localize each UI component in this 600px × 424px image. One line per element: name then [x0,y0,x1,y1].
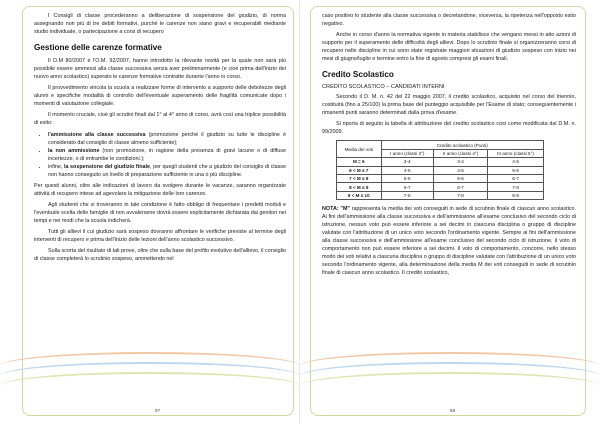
table-cell: 3-4 [433,158,487,166]
table-cell: 5-6 [433,174,487,182]
decorative-wave [0,372,300,400]
table-cell: 8 < M ≤ 9 [337,183,382,191]
table-cell: 7-8 [381,191,433,199]
section-subtitle: CREDITO SCOLASTICO – CANDIDATI INTERNI [322,84,445,91]
table-cell: 6 < M ≤ 7 [337,166,382,174]
table-cell: M = 6 [337,158,382,166]
table-cell: 5-6 [381,174,433,182]
table-cell: 7 < M ≤ 8 [337,174,382,182]
page-number: 57 [155,408,161,413]
table-cell: 6-7 [381,183,433,191]
table-cell: 4-5 [433,166,487,174]
table-cell: 3-4 [381,158,433,166]
list-item: • l'ammissione alla classe successiva (promozione perché il giudizio su tutte le discipline è considerato dal consiglio di classe almeno sufficiente); [48,131,286,147]
right-page [300,0,600,424]
paragraph: Anche in corso d'anno la normativa vigente in materia stabilisce che vengano messi in atto azioni di supporto per il superamento delle difficoltà degli allievi. Dopo lo scrutinio finale si organizzeranno corsi di recupero nelle discipline in cui sono state registrate maggiori situazioni di giudizio sospeso con inizio nei mesi di giugno/luglio e termine entro la fine di agosto compresi gli esami finali. [322,32,576,63]
table-cell: 7-8 [488,183,544,191]
table-cell: 8-9 [488,191,544,199]
table-cell: 7-8 [433,191,487,199]
note-label: NOTA: "M" [322,206,350,213]
page-number: 58 [450,408,456,413]
table-header: Credito scolastico (Punti) [381,141,543,149]
paragraph: Il provvedimento vincola la scuola a realizzare forme di intervento a supporto delle debolezze degli alunni e specifiche modalità di controllo dell'eventuale superamento delle fragilità comunicate dopo i momenti di valutazione collegiale. [34,85,286,108]
paragraph: Il D.M 80/2007 e l'O.M. 92/2007, hanno introdotto la rilevante novità per la quale non sarà più possibile essere ammessi alla classe successiva senza aver preliminarmente (e cioè prima dell'inizio del nuovo anno scolastico) superato le carenze formative contratte durante l'anno in corso. [34,58,286,80]
list-item: • infine, la sospensione del giudizio finale, per quegli studenti che a giudizio del consiglio di classe non hanno conseguito un livello di preparazione sufficiente in una o più discipline. [48,163,286,179]
table-cell: 5-6 [488,166,544,174]
table-cell: 6-7 [433,183,487,191]
table-header: III anno (classi 5°) [488,149,544,157]
table-cell: 6-7 [488,174,544,182]
paragraph: Per questi alunni, oltre alle indicazioni di lavoro da svolgere durante le vacanze, saranno organizzate attività di recupero intese ad agevolare la mitigazione delle loro carenze. [34,182,286,197]
paragraph: Il momento cruciale, cioè gli scrutini finali dal 1° al 4° anno di corso, avrà così una triplice possibilità di esito: [34,112,286,127]
paragraph: Agli studenti che si troveranno in tale condizione è fatto obbligo di frequentare i predetti moduli e l'eventuale scelta delle famiglie di non avvalersene dovrà essere esplicitamente dichiarata dai genitori nei tempi e nei modi che la scuola indicherà. [34,201,286,224]
table-cell: 4-5 [488,158,544,166]
intro-paragraph: I Consigli di classe procederanno a deliberazione di sospensione del giudizio, di norma assegnando non più di tre debiti formativi, purché le carenze non siano gravi e recuperabili mediante studio individuale, o partecipazione a corsi di recupero [34,13,286,35]
table-header: II anno (classi 4°) [433,149,487,157]
table-cell: 9 < M ≤ 10 [337,191,382,199]
note-paragraph: NOTA: "M" rappresenta la media dei voti conseguiti in sede di scrutinio finale di ciascun anno scolastico. Ai fini dell'ammissione alla classe successiva e dell'ammissione all'esame conclusivo del secondo ciclo di istruzione, nessun voto può essere inferiore a sei decimi in ciascuna disciplina o gruppo di discipline valutate con l'attribuzione di un unico voto secondo l'ordinamento vigente. Sempre ai fini dell'ammissione alla classe successiva e dell'ammissione all'esame conclusivo del secondo ciclo di istruzione, il voto di comportamento non può essere inferiore a sei decimi. Il voto di comportamento, concorre, nello stesso modo dei voti relativi a ciascuna disciplina o gruppo di discipline valutate con l'attribuzione di un unico voto secondo l'ordinamento vigente, alla determinazione della media M dei voti conseguiti in sede di scrutinio finale di ciascun anno scolastico. Il credito scolastico, [322,206,576,277]
paragraph: Secondo il D. M. n. 42 del 22 maggio 2007, il credito scolastico, acquisito nel corso del triennio, costituirà (fino a 25/100) la prima base del punteggio acquisibile per l'Esame di stato; conseguentemente i rimanenti punti saranno determinati dalla prova d'esame. [322,94,576,117]
paragraph: Tutti gli allievi il cui giudizio sarà sospeso dovranno affrontare le verifiche previste al termine degli interventi di recupero e prima dell'inizio delle lezioni dell'anno scolastico successivo. [34,228,286,243]
list-item: • la non ammissione (non promozione, in ragione della presenza di gravi lacune o di diffuse incertezze, o di entrambe le condizioni.); [48,147,286,163]
paragraph: Sulla scorta del risultato di tali prove, oltre che sulla base del profilo evolutivo dell'allievo, il consiglio di classe completerà lo scrutinio sospeso, ammettendo nel [34,248,286,263]
paragraph: Si riporta di seguito la tabella di attribuzione del credito scolastico così come modificata dal D.M. n. 99/2009. [322,121,576,136]
table-header: Media dei voti [337,141,382,158]
paragraph: caso positivo lo studente alla classe successiva o decretandone, viceversa, la ripetenza nell'opposto esito negativo. [322,13,576,27]
section-heading: Credito Scolastico [322,70,394,80]
decorative-wave [300,372,600,400]
table-header: I anno (classi 3°) [381,149,433,157]
section-heading: Gestione delle carenze formative [34,43,162,52]
table-cell: 4-5 [381,166,433,174]
